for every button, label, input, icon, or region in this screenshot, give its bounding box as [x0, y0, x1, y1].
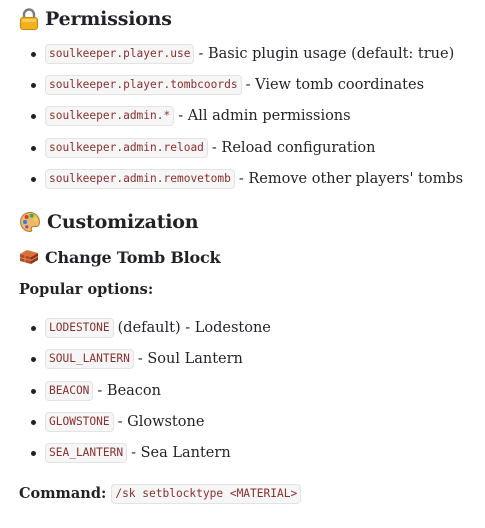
popular-options-label: Popular options:	[19, 280, 154, 298]
block-desc: - Glowstone	[117, 414, 205, 431]
list-item	[19, 69, 479, 100]
block-code: LODESTONE	[45, 318, 114, 338]
permission-code: soulkeeper.player.use	[45, 44, 194, 64]
block-code: SEA_LANTERN	[45, 443, 127, 463]
brick-icon	[19, 248, 39, 266]
list-item	[19, 438, 479, 469]
tomb-block-heading-text: Change Tomb Block	[45, 247, 221, 267]
list-item	[19, 344, 479, 375]
block-desc: - Sea Lantern	[131, 445, 231, 462]
list-item	[19, 163, 479, 194]
permission-desc: - Reload configuration	[211, 139, 376, 156]
list-item	[19, 38, 479, 69]
block-desc: (default) - Lodestone	[117, 320, 271, 337]
customization-heading	[19, 204, 479, 240]
permissions-heading-text: Permissions	[45, 8, 172, 30]
block-desc: - Soul Lantern	[137, 351, 243, 368]
command-label: Command:	[19, 485, 107, 503]
block-code: BEACON	[45, 381, 93, 401]
readme-document	[19, 0, 479, 509]
block-code: SOUL_LANTERN	[45, 349, 134, 369]
permission-code: soulkeeper.admin.*	[45, 106, 174, 126]
list-item	[19, 375, 479, 406]
permission-desc: - Remove other players' tombs	[238, 170, 464, 187]
list-item	[19, 132, 479, 163]
permission-code: soulkeeper.admin.reload	[45, 138, 208, 158]
block-options-list	[19, 312, 479, 468]
permissions-list	[19, 38, 479, 194]
permission-desc: - View tomb coordinates	[245, 76, 425, 93]
palette-icon	[19, 211, 41, 233]
block-desc: - Beacon	[97, 382, 162, 399]
permissions-heading	[19, 1, 479, 37]
customization-heading-text: Customization	[47, 211, 199, 234]
permission-code: soulkeeper.admin.removetomb	[45, 169, 235, 189]
permission-desc: - Basic plugin usage (default: true)	[198, 45, 455, 62]
command-code: /sk setblocktype <MATERIAL>	[111, 484, 301, 504]
lock-icon	[19, 8, 39, 30]
permission-desc: - All admin permissions	[178, 108, 351, 125]
tomb-block-heading	[19, 243, 479, 271]
list-item	[19, 406, 479, 437]
command-line	[19, 479, 479, 509]
permission-code: soulkeeper.player.tombcoords	[45, 75, 242, 95]
list-item	[19, 101, 479, 132]
list-item	[19, 312, 479, 343]
block-code: GLOWSTONE	[45, 412, 114, 432]
